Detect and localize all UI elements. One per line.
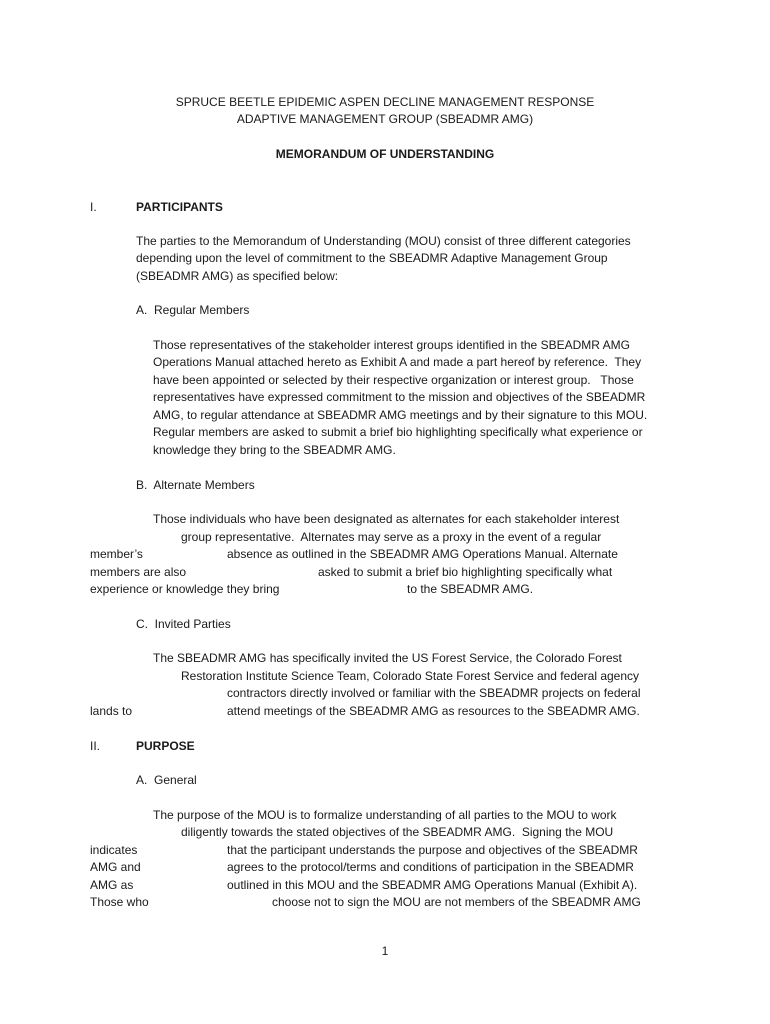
invited-parties-heading: C. Invited Parties: [136, 617, 231, 631]
section-2-number: II.: [90, 739, 101, 753]
general-line: The purpose of the MOU is to formalize understanding of all parties to the MOU to work: [153, 808, 617, 822]
section-2-heading: PURPOSE: [136, 739, 195, 753]
alternate-members-heading: B. Alternate Members: [136, 478, 255, 492]
regular-members-line: representatives have expressed commitment to the mission and objectives of the SBEADMR: [153, 390, 646, 404]
general-line: AMG and: [90, 860, 141, 874]
regular-members-line: AMG, to regular attendance at SBEADMR AMG meetings and by their signature to this MOU.: [153, 408, 648, 422]
title-line-2: ADAPTIVE MANAGEMENT GROUP (SBEADMR AMG): [236, 112, 534, 126]
alternate-members-line: absence as outlined in the SBEADMR AMG Operations Manual. Alternate: [227, 547, 618, 561]
invited-parties-line: lands to: [90, 704, 133, 718]
general-line: that the participant understands the purpose and objectives of the SBEADMR: [227, 843, 638, 857]
document-title: MEMORANDUM OF UNDERSTANDING: [275, 147, 495, 161]
intro-line: The parties to the Memorandum of Understanding (MOU) consist of three different categories: [136, 234, 631, 248]
alternate-members-line: Those individuals who have been designated as alternates for each stakeholder interest: [153, 512, 620, 526]
regular-members-line: Those representatives of the stakeholder interest groups identified in the SBEADMR AMG: [153, 338, 630, 352]
alternate-members-line: asked to submit a brief bio highlighting specifically what: [318, 565, 613, 579]
section-1-number: I.: [90, 200, 97, 214]
general-heading: A. General: [136, 773, 197, 787]
invited-parties-line: attend meetings of the SBEADMR AMG as resources to the SBEADMR AMG.: [227, 704, 640, 718]
general-line: outlined in this MOU and the SBEADMR AMG Operations Manual (Exhibit A).: [227, 878, 638, 892]
alternate-members-line: experience or knowledge they bring: [90, 582, 280, 596]
section-1-heading: PARTICIPANTS: [136, 200, 223, 214]
general-line: indicates: [90, 843, 138, 857]
intro-line: (SBEADMR AMG) as specified below:: [136, 269, 339, 283]
invited-parties-line: Restoration Institute Science Team, Colorado State Forest Service and federal agency: [181, 669, 640, 683]
alternate-members-line: member’s: [90, 547, 143, 561]
page-number: 1: [381, 944, 389, 958]
general-line: choose not to sign the MOU are not members of the SBEADMR AMG: [272, 895, 641, 909]
regular-members-line: Regular members are asked to submit a brief bio highlighting specifically what experience or: [153, 425, 643, 439]
intro-line: depending upon the level of commitment to the SBEADMR Adaptive Management Group: [136, 251, 608, 265]
alternate-members-line: group representative. Alternates may serve as a proxy in the event of a regular: [181, 530, 602, 544]
invited-parties-line: The SBEADMR AMG has specifically invited the US Forest Service, the Colorado Forest: [153, 651, 622, 665]
regular-members-line: Operations Manual attached hereto as Exhibit A and made a part hereof by reference. They: [153, 355, 642, 369]
regular-members-line: have been appointed or selected by their respective organization or interest group. Those: [153, 373, 634, 387]
general-line: AMG as: [90, 878, 134, 892]
regular-members-heading: A. Regular Members: [136, 303, 250, 317]
general-line: diligently towards the stated objectives of the SBEADMR AMG. Signing the MOU: [181, 825, 614, 839]
regular-members-line: knowledge they bring to the SBEADMR AMG.: [153, 443, 396, 457]
invited-parties-line: contractors directly involved or familiar with the SBEADMR projects on federal: [227, 686, 641, 700]
general-line: Those who: [90, 895, 149, 909]
alternate-members-line: to the SBEADMR AMG.: [407, 582, 534, 596]
general-line: agrees to the protocol/terms and conditions of participation in the SBEADMR: [227, 860, 634, 874]
title-line-1: SPRUCE BEETLE EPIDEMIC ASPEN DECLINE MANAGEMENT RESPONSE: [175, 95, 595, 109]
alternate-members-line: members are also: [90, 565, 187, 579]
